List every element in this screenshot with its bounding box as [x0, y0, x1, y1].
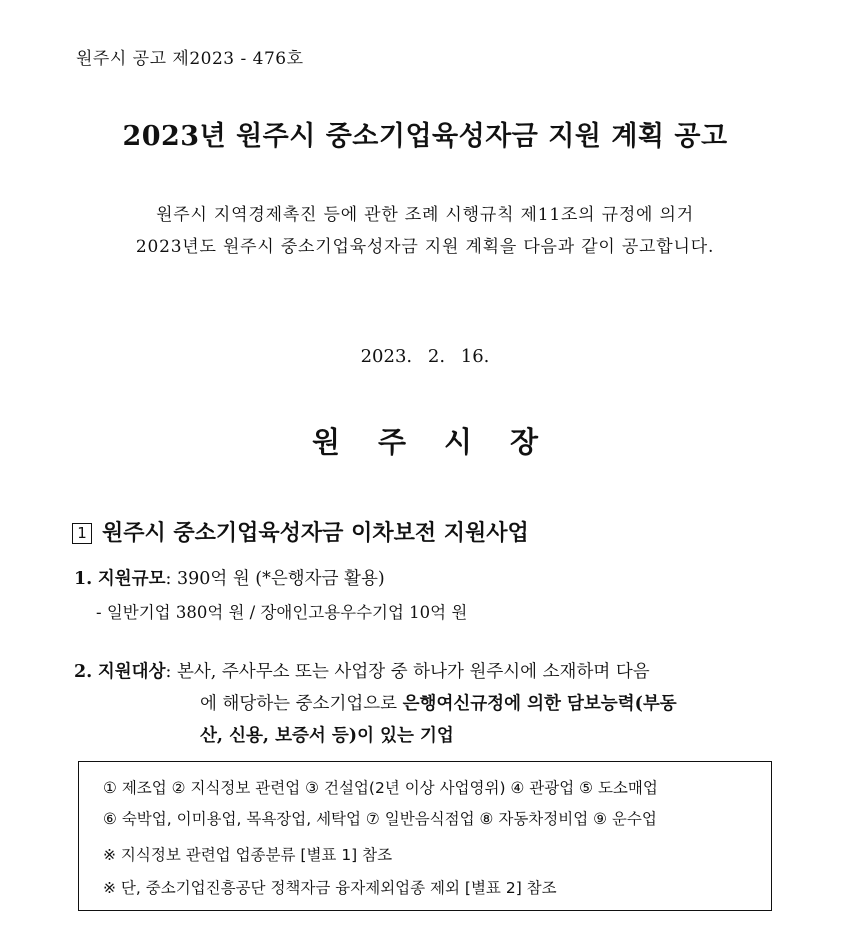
industry-note-1: ※ 지식정보 관련업 업종분류 [별표 1] 참조: [103, 846, 393, 864]
industry-list-line-2: ⑥ 숙박업, 이미용업, 목욕장업, 세탁업 ⑦ 일반음식점업 ⑧ 자동차정비업 ⑨ 운수업: [103, 810, 657, 828]
issuer-signature: [0, 420, 850, 461]
item-number: 2.: [74, 662, 93, 682]
issuer-char: 장: [510, 425, 539, 459]
item-emphasis: 은행여신규정에 의한 담보능력(부동: [402, 694, 677, 714]
item-emphasis: 산, 신용, 보증서 등)이 있는 기업: [200, 726, 454, 746]
notice-date: 2023. 2. 16.: [360, 346, 490, 367]
industry-list-line-1: ① 제조업 ② 지식정보 관련업 ③ 건설업(2년 이상 사업영위) ④ 관광업 ⑤ 도소매업: [103, 779, 658, 797]
section-heading: [72, 516, 529, 547]
intro-line-1: 원주시 지역경제촉진 등에 관한 조례 시행규칙 제11조의 규정에 의거: [156, 205, 694, 225]
document-title: 2023년 원주시 중소기업육성자금 지원 계획 공고: [122, 121, 728, 152]
item-support-target-line-2: [200, 690, 677, 715]
item-label: 지원규모: [97, 569, 166, 589]
section-number-box: 1: [72, 523, 92, 544]
issuer-char: 주: [377, 425, 406, 459]
item-support-scale-detail: - 일반기업 380억 원 / 장애인고용우수기업 10억 원: [96, 603, 468, 622]
industry-note-2: ※ 단, 중소기업진흥공단 정책자금 융자제외업종 제외 [별표 2] 참조: [103, 879, 557, 897]
intro-line-2: 2023년도 원주시 중소기업육성자금 지원 계획을 다음과 같이 공고합니다.: [135, 237, 715, 257]
issuer-char: 시: [444, 425, 473, 459]
item-support-target: [74, 658, 650, 683]
item-text: 에 해당하는 중소기업으로: [200, 694, 403, 714]
item-support-scale: [74, 565, 385, 590]
section-heading-text: 원주시 중소기업육성자금 이차보전 지원사업: [102, 521, 529, 546]
item-support-target-line-3: [200, 722, 454, 747]
item-label: 지원대상: [97, 662, 166, 682]
item-text: : 본사, 주사무소 또는 사업장 중 하나가 원주시에 소재하며 다음: [165, 662, 650, 682]
item-text: : 390억 원 (*은행자금 활용): [165, 569, 385, 589]
item-number: 1.: [74, 569, 93, 589]
notice-number: 원주시 공고 제2023 - 476호: [76, 49, 304, 69]
issuer-char: 원: [311, 425, 340, 459]
industry-list-box: [78, 761, 772, 911]
